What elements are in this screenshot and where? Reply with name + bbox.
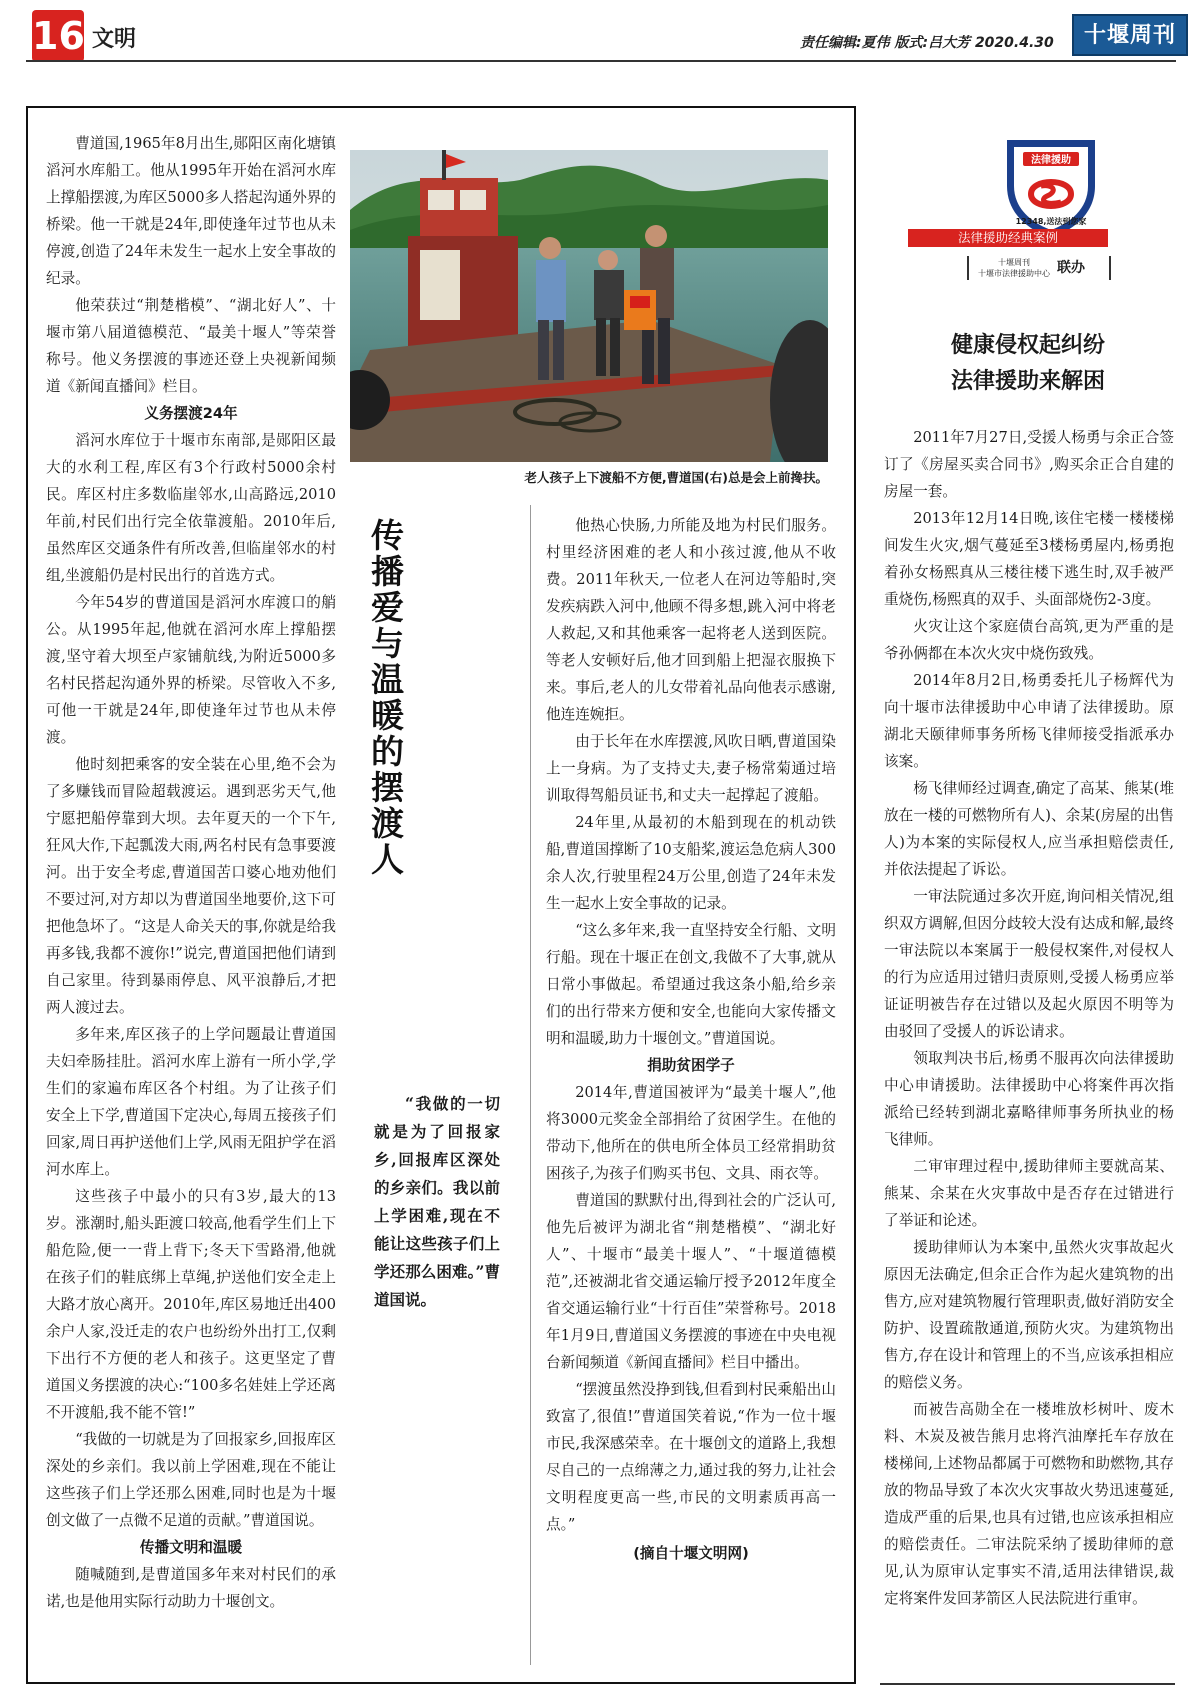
- subheading: 义务摆渡24年: [144, 405, 238, 422]
- page-number: 16: [32, 10, 84, 62]
- ferry-photo: [350, 150, 828, 462]
- paragraph: 他热心快肠,力所能及地为村民们服务。村里经济困难的老人和小孩过渡,他从不收费。2011年秋天,一位老人在河边等船时,突发疾病跌入河中,他顾不得多想,跳入河中将老人救起,又和其他乘客一起将老人送到医院。等老人安顿好后,他才回到船上把湿衣服换下来。事后,老人的儿女带着礼品向他表示感谢,他连连婉拒。: [546, 517, 836, 723]
- paragraph: 他荣获过“荆楚楷模”、“湖北好人”、十堰市第八届道德模范、“最美十堰人”等荣誉称号。他义务摆渡的事迹还登上央视新闻频道《新闻直播间》栏目。: [46, 297, 336, 395]
- paragraph: 滔河水库位于十堰市东南部,是郧阳区最大的水利工程,库区有3个行政村5000余村民。库区村庄多数临崖邻水,山高路远,2010年前,村民们出行完全依靠渡船。2010年后,虽然库区交通条件有所改善,但临崖邻水的村组,坐渡船仍是村民出行的首选方式。: [46, 432, 336, 584]
- paragraph: 2014年,曹道国被评为“最美十堰人”,他将3000元奖金全部捐给了贫困学生。在他的带动下,他所在的供电所全体员工经常捐助贫困孩子,为孩子们购买书包、文具、雨衣等。: [546, 1084, 836, 1182]
- article-column-1: [46, 130, 336, 1615]
- paragraph: 而被告高勋全在一楼堆放杉树叶、废木料、木炭及被告熊月忠将汽油摩托车存放在楼梯间,上述物品都属于可燃物和助燃物,其存放的物品导致了本次火灾事故火势迅速蔓延,造成严重的后果,也具有过错,也应该承担相应的赔偿责任。二审法院采纳了援助律师的意见,认为原审认定事实不清,适用法律错误,裁定将案件发回茅箭区人民法院进行重审。: [884, 1401, 1174, 1607]
- paragraph: 2011年7月27日,受援人杨勇与余正合签订了《房屋买卖合同书》,购买余正合自建的房屋一套。: [884, 429, 1174, 500]
- paragraph: 二审审理过程中,援助律师主要就高某、熊某、余某在火灾事故中是否存在过错进行了举证和论述。: [884, 1158, 1174, 1229]
- paragraph: 24年里,从最初的木船到现在的机动铁船,曹道国撑断了10支船桨,渡运急危病人300余人次,行驶里程24万公里,创造了24年未发生一起水上安全事故的记录。: [546, 814, 836, 912]
- paragraph: “摆渡虽然没挣到钱,但看到村民乘船出山致富了,很值!”曹道国笑着说,“作为一位十堰市民,我深感荣幸。在十堰创文的道路上,我想尽自己的一点绵薄之力,通过我的努力,让社会文明程度更高一些,市民的文明素质再高一点。”: [546, 1381, 836, 1533]
- paragraph: 援助律师认为本案中,虽然火灾事故起火原因无法确定,但余正合作为起火建筑物的出售方,应对建筑物履行管理职责,做好消防安全防护、设置疏散通道,预防火灾。为建筑物出售方,存在设计和管理上的不当,应该承担相应的赔偿义务。: [884, 1239, 1174, 1391]
- paragraph: 2013年12月14日晚,该住宅楼一楼楼梯间发生火灾,烟气蔓延至3楼杨勇屋内,杨勇抱着孙女杨熙真从三楼往楼下逃生时,双手被严重烧伤,杨熙真的双手、头面部烧伤2-3度。: [884, 510, 1174, 608]
- newspaper-masthead: 十堰周刊: [1072, 14, 1188, 56]
- paragraph: 曹道国,1965年8月出生,郧阳区南化塘镇滔河水库船工。他从1995年开始在滔河水库上撑船摆渡,为库区5000多人搭起沟通外界的桥梁。他一干就是24年,即使逢年过节也从未停渡,创造了24年未发生一起水上安全事故的纪录。: [46, 135, 336, 287]
- co-organizer-box: [967, 256, 1111, 280]
- legal-aid-hotline: 12348,送法到您家: [1015, 217, 1087, 226]
- subheading: 传播文明和温暖: [139, 1539, 243, 1556]
- legal-headline-line-1: 健康侵权起纠纷: [950, 333, 1105, 358]
- legal-case-headline: [890, 328, 1166, 400]
- paragraph: 一审法院通过多次开庭,询问相关情况,组织双方调解,但因分歧较大没有达成和解,最终一审法院以本案属于一般侵权案件,对侵权人的行为应适用过错归责原则,受援人杨勇应举证证明被告存在过错以及起火原因不明等为由驳回了受援人的诉讼请求。: [884, 888, 1174, 1040]
- paragraph: 这些孩子中最小的只有3岁,最大的13岁。涨潮时,船头距渡口较高,他看学生们上下船危险,便一一背上背下;冬天下雪路滑,他就在孩子们的鞋底绑上草绳,护送他们安全走上大路才放心离开。2010年,库区易地迁出400余户人家,没迁走的农户也纷纷外出打工,仅剩下出行不方便的老人和孩子。这更坚定了曹道国义务摆渡的决心:“100多名娃娃上学还离不开渡船,我不能不管!”: [46, 1188, 336, 1421]
- pull-quote: [374, 1090, 500, 1314]
- pull-quote-text: “我做的一切就是为了回报家乡,回报库区深处的乡亲们。我以前上学困难,现在不能让这些孩子们上学还那么困难。”曹道国说。: [374, 1094, 500, 1309]
- article-title: 传播爱与温暖的摆渡人: [366, 518, 405, 878]
- co-organizer-1: 十堰周刊: [998, 258, 1030, 267]
- column-divider: [530, 505, 531, 1665]
- paragraph: 今年54岁的曹道国是滔河水库渡口的艄公。从1995年起,他就在滔河水库上撑船摆渡,坚守着大坝至卢家铺航线,为附近5000多名村民搭起沟通外界的桥梁。尽管收入不多,可他一干就是24年,即使逢年过节也从未停渡。: [46, 594, 336, 746]
- paragraph: 由于长年在水库摆渡,风吹日晒,曹道国染上一身病。为了支持丈夫,妻子杨常菊通过培训取得驾船员证书,和丈夫一起撑起了渡船。: [546, 733, 836, 804]
- source-credit: (摘自十堰文明网): [633, 1545, 749, 1562]
- legal-headline-line-2: 法律援助来解困: [950, 369, 1105, 394]
- paragraph: 多年来,库区孩子的上学问题最让曹道国夫妇牵肠挂肚。滔河水库上游有一所小学,学生们的家遍布库区各个村组。为了让孩子们安全上下学,曹道国下定决心,每周五接孩子们回家,周日再护送他们上学,风雨无阻护学在滔河水库上。: [46, 1026, 336, 1178]
- paragraph: 火灾让这个家庭债台高筑,更为严重的是爷孙俩都在本次火灾中烧伤致残。: [884, 618, 1174, 662]
- section-name: 文明: [92, 27, 137, 52]
- editor-info: 责任编辑:夏伟 版式:吕大芳 2020.4.30: [800, 35, 1054, 51]
- paragraph: 杨飞律师经过调查,确定了高某、熊某(堆放在一楼的可燃物所有人)、余某(房屋的出售人)为本案的实际侵权人,应当承担赔偿责任,并依法提起了诉讼。: [884, 780, 1174, 878]
- legal-aid-banner: 法律援助经典案例: [908, 229, 1108, 247]
- co-organizer-2: 十堰市法律援助中心: [978, 269, 1050, 278]
- paragraph: 曹道国的默默付出,得到社会的广泛认可,他先后被评为湖北省“荆楚楷模”、“湖北好人”、十堰市“最美十堰人”、“十堰道德模范”,还被湖北省交通运输厅授予2012年度全省交通运输行业“十行百佳”荣誉称号。2018年1月9日,曹道国义务摆渡的事迹在中央电视台新闻频道《新闻直播间》栏目中播出。: [546, 1192, 836, 1371]
- bottom-rule: [880, 1683, 1175, 1685]
- photo-caption: 老人孩子上下渡船不方便,曹道国(右)总是会上前搀扶。: [524, 470, 828, 485]
- paragraph: “我做的一切就是为了回报家乡,回报库区深处的乡亲们。我以前上学困难,现在不能让这些孩子们上学还那么困难,同时也是为十堰创文做了一点微不足道的贡献。”曹道国说。: [46, 1431, 336, 1529]
- paragraph: “这么多年来,我一直坚持安全行船、文明行船。现在十堰正在创文,我做不了大事,就从日常小事做起。希望通过我这条小船,给乡亲们的出行带来方便和安全,也能向大家传播文明和温暖,助力十堰创文。”曹道国说。: [546, 922, 836, 1047]
- paragraph: 随喊随到,是曹道国多年来对村民们的承诺,也是他用实际行动助力十堰创文。: [46, 1566, 336, 1610]
- subheading: 捐助贫困学子: [647, 1057, 735, 1074]
- logo-text: 法律援助: [1031, 155, 1071, 166]
- ferry-photo-image: [350, 150, 828, 462]
- legal-case-body: [884, 424, 1174, 1612]
- paragraph: 他时刻把乘客的安全装在心里,绝不会为了多赚钱而冒险超载渡运。遇到恶劣天气,他宁愿把船停靠到大坝。去年夏天的一个下午,狂风大作,下起瓢泼大雨,两名村民有急事要渡河。出于安全考虑,曹道国苦口婆心地劝他们不要过河,对方却以为曹道国坐地要价,这下可把他急坏了。“这是人命关天的事,你就是给我再多钱,我都不渡你!”说完,曹道国把他们请到自己家里。待到暴雨停息、风平浪静后,才把两人渡过去。: [46, 756, 336, 1016]
- paragraph: 2014年8月2日,杨勇委托儿子杨辉代为向十堰市法律援助中心申请了法律援助。原湖北天颐律师事务所杨飞律师接受指派承办该案。: [884, 672, 1174, 770]
- article-column-3: [546, 512, 836, 1567]
- paragraph: 领取判决书后,杨勇不服再次向法律援助中心申请援助。法律援助中心将案件再次指派给已经转到湖北嘉略律师事务所执业的杨飞律师。: [884, 1050, 1174, 1148]
- header-rule: [26, 60, 1176, 62]
- co-organizer-label: 联办: [1057, 260, 1085, 276]
